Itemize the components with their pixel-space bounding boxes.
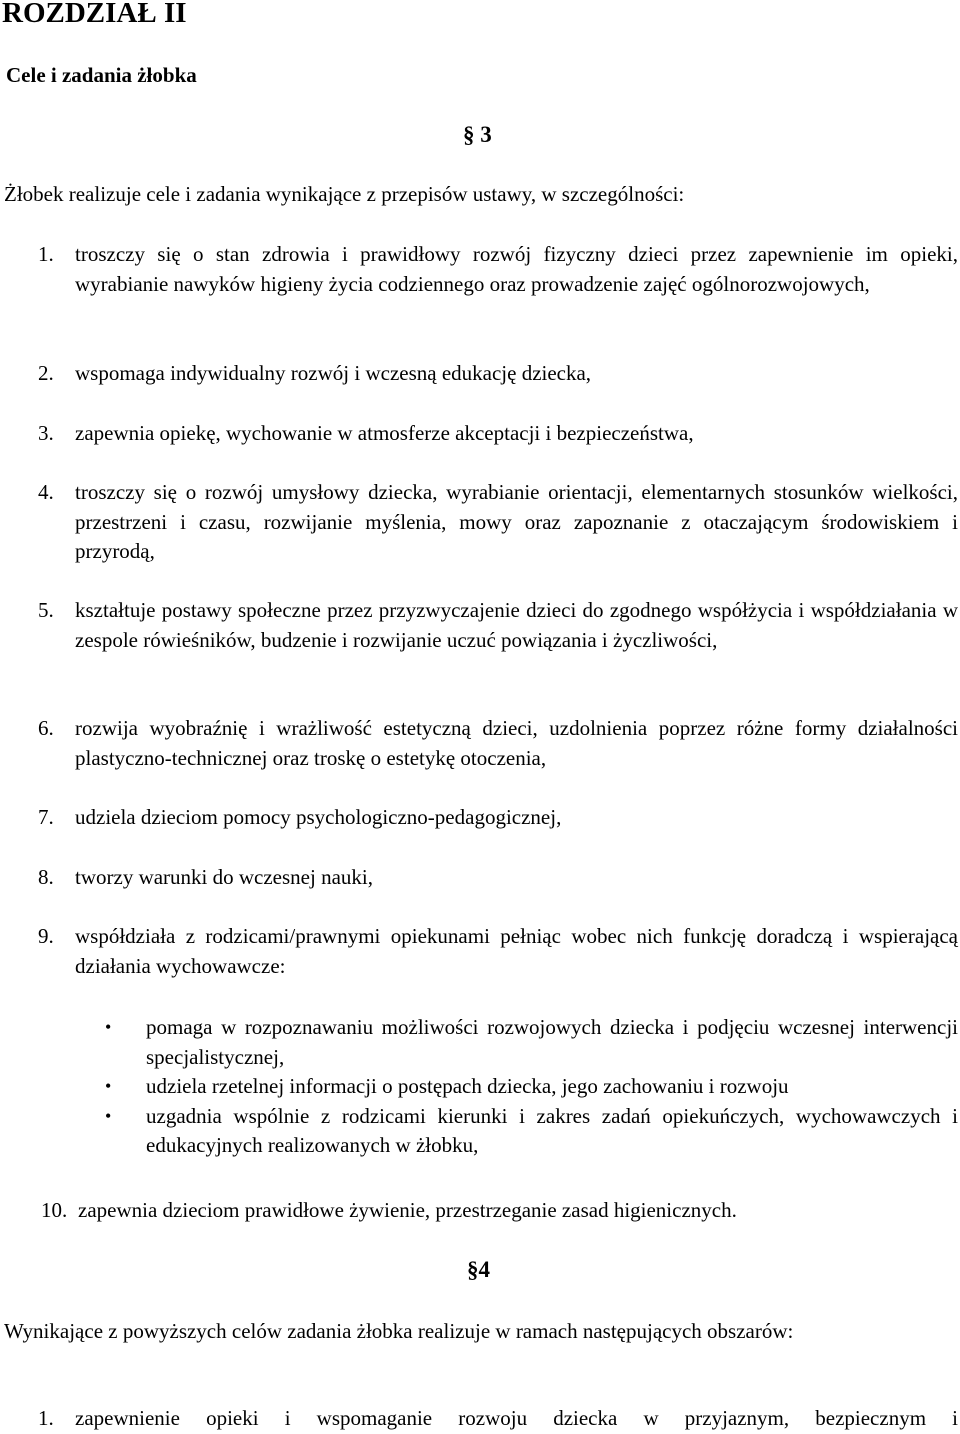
list-item [38, 419, 958, 449]
list-item-text: wspomaga indywidualny rozwój i wczesną edukację dziecka, [75, 361, 592, 385]
bullet-icon: • [105, 1017, 112, 1037]
list-item-number: 1. [38, 242, 54, 266]
list-item [38, 803, 958, 833]
list-item-text: zapewnienie opieki i wspomaganie rozwoju dziecka w przyjaznym, bezpiecznym i [75, 1406, 958, 1430]
list-item-number: 5. [38, 598, 54, 622]
list-item [38, 240, 958, 299]
list-item-text: rozwija wyobraźnię i wrażliwość estetyczną dzieci, uzdolnienia poprzez różne formy działalności plastyczno-technicznej oraz troskę o estetykę otoczenia, [75, 716, 958, 770]
list-item-number: 3. [38, 421, 54, 445]
list-item [38, 596, 958, 655]
list-item-number: 10. [41, 1198, 68, 1222]
chapter-title: ROZDZIAŁ II [2, 0, 187, 29]
list-item-number: 7. [38, 805, 54, 829]
list-item-number: 8. [38, 865, 54, 889]
list-item-text: zapewnia opiekę, wychowanie w atmosferze akceptacji i bezpieczeństwa, [75, 421, 694, 445]
list-item [38, 359, 958, 389]
bullet-item-text: udziela rzetelnej informacji o postępach dziecka, jego zachowaniu i rozwoju [146, 1074, 789, 1098]
section-3-intro: Żłobek realizuje cele i zadania wynikające z przepisów ustawy, w szczególności: [4, 182, 685, 206]
bullet-item-text: uzgadnia wspólnie z rodzicami kierunki i zakres zadań opiekuńczych, wychowawczych i edukacyjnych realizowanych w żłobku, [146, 1103, 958, 1157]
list-item-number: 4. [38, 480, 54, 504]
bullet-item-text: pomaga w rozpoznawaniu możliwości rozwojowych dziecka i podjęciu wczesnej interwencji specjalistycznej, [146, 1015, 958, 1069]
list-item-number: 6. [38, 716, 54, 740]
list-item [41, 1196, 960, 1226]
bullet-item [105, 1102, 958, 1161]
section-3-sign: § 3 [463, 122, 492, 147]
list-item [38, 1404, 958, 1434]
list-item [38, 922, 958, 981]
list-item-text: troszczy się o rozwój umysłowy dziecka, wyrabianie orientacji, elementarnych stosunków wielkości, przestrzeni i czasu, rozwijanie myślenia, mowy oraz zapoznanie z otaczającym środowiskiem i przyrodą, [75, 480, 958, 563]
list-item-text: zapewnia dzieciom prawidłowe żywienie, przestrzeganie zasad higienicznych. [78, 1198, 737, 1222]
list-item-text: troszczy się o stan zdrowia i prawidłowy rozwój fizyczny dzieci przez zapewnienie im opieki, wyrabianie nawyków higieny życia codziennego oraz prowadzenie zajęć ogólnorozwojowych, [75, 242, 958, 296]
bullet-item [105, 1013, 958, 1072]
list-item-text: współdziała z rodzicami/prawnymi opiekunami pełniąc wobec nich funkcję doradczą i wspierającą działania wychowawcze: [75, 924, 958, 978]
list-item [38, 863, 958, 893]
list-item [38, 478, 958, 567]
bullet-list [105, 1013, 958, 1161]
list-item-text: kształtuje postawy społeczne przez przyzwyczajenie dzieci do zgodnego współżycia i współdziałania w zespole rówieśników, budzenie i rozwijanie uczuć powiązania i życzliwości, [75, 598, 958, 652]
section-4-sign: §4 [467, 1257, 490, 1282]
section-4-intro: Wynikające z powyższych celów zadania żłobka realizuje w ramach następujących obszarów: [4, 1319, 794, 1343]
bullet-icon: • [105, 1105, 112, 1126]
bullet-item [105, 1072, 958, 1102]
list-item-text: udziela dzieciom pomocy psychologiczno-pedagogicznej, [75, 805, 562, 829]
list-item [38, 714, 958, 773]
list-item-number: 9. [38, 924, 54, 948]
list-item-text: tworzy warunki do wczesnej nauki, [75, 865, 373, 889]
bullet-icon: • [105, 1076, 112, 1096]
list-item-number: 2. [38, 361, 54, 385]
list-item-number: 1. [38, 1406, 54, 1430]
chapter-subtitle: Cele i zadania żłobka [6, 63, 197, 87]
